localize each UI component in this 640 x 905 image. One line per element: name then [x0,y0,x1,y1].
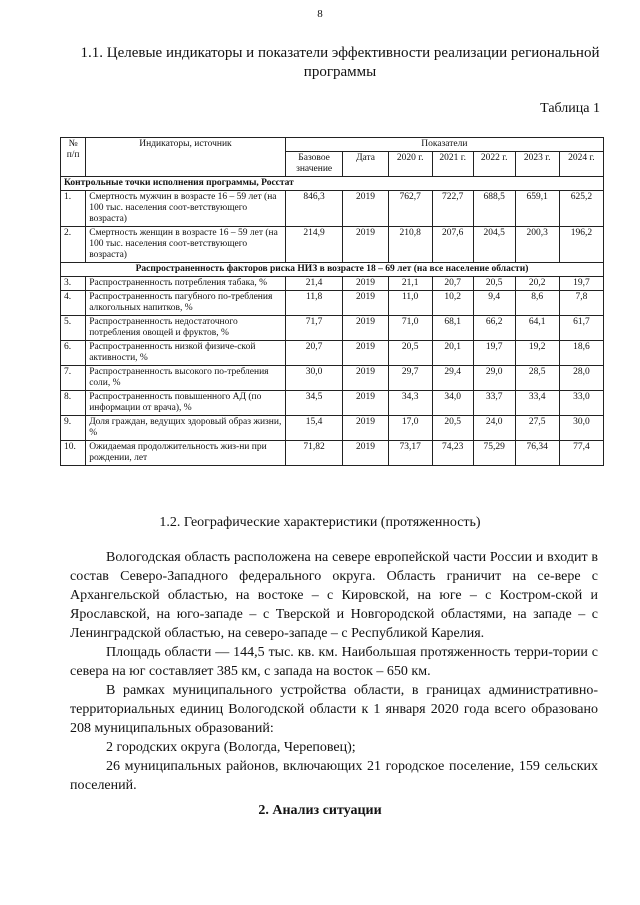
value-cell: 204,5 [473,227,515,263]
row-number-cell: 5. [61,316,86,341]
value-cell: 34,0 [432,391,473,416]
value-cell: 29,4 [432,366,473,391]
value-cell: 20,5 [388,341,432,366]
value-cell: 762,7 [388,191,432,227]
value-cell: 722,7 [432,191,473,227]
row-number-cell: 2. [61,227,86,263]
subheader-cell: 2022 г. [473,152,515,177]
indicator-cell: Распространенность недостаточного потребления овощей и фруктов, % [86,316,286,341]
indicator-cell: Распространенность повышенного АД (по информации от врача), % [86,391,286,416]
value-cell: 2019 [343,391,388,416]
value-cell: 17,0 [388,416,432,441]
value-cell: 21,1 [388,277,432,291]
header-num: № п/п [61,138,86,177]
value-cell: 207,6 [432,227,473,263]
table-row [61,291,604,316]
value-cell: 77,4 [559,441,603,466]
value-cell: 18,6 [559,341,603,366]
paragraph: Вологодская область расположена на севере европейской части России и входит в состав Северо-Западного федерального округа. Область граничит на се-вере с Архангельской областью, на востоке – с Кировской, на юге – с Костром-ской и Ярославской, на юго-западе – с Тверской и Новгородской областями, на западе – с Ленинградской областью, на северо-западе – с Республикой Карелия. [70,550,598,641]
value-cell: 688,5 [473,191,515,227]
value-cell: 19,7 [559,277,603,291]
row-number-cell: 7. [61,366,86,391]
value-cell: 20,5 [473,277,515,291]
value-cell: 29,7 [388,366,432,391]
value-cell: 11,0 [388,291,432,316]
table-row [61,277,604,291]
table-row [61,391,604,416]
value-cell: 34,3 [388,391,432,416]
value-cell: 15,4 [285,416,343,441]
value-cell: 74,23 [432,441,473,466]
value-cell: 8,6 [515,291,559,316]
value-cell: 20,1 [432,341,473,366]
table-label: Таблица 1 [540,101,600,116]
table-row [61,227,604,263]
value-cell: 20,2 [515,277,559,291]
paragraph: Площадь области — 144,5 тыс. кв. км. Наибольшая протяженность терри-тории с севера на юг составляет 385 км, с запада на восток – 650 км. [70,645,598,679]
row-number-cell: 3. [61,277,86,291]
row-number-cell: 4. [61,291,86,316]
value-cell: 659,1 [515,191,559,227]
section-title: 1.1. Целевые индикаторы и показатели эффективности реализации региональной программы [80,45,600,80]
value-cell: 9,4 [473,291,515,316]
indicator-cell: Распространенность высокого по-требления соли, % [86,366,286,391]
value-cell: 75,29 [473,441,515,466]
value-cell: 20,7 [285,341,343,366]
table-row [61,366,604,391]
row-number-cell: 1. [61,191,86,227]
section3-title: 2. Анализ ситуации [258,803,382,818]
paragraph: 26 муниципальных районов, включающих 21 городское поселение, 159 сельских поселений. [70,759,598,793]
section2-title: 1.2. Географические характеристики (протяженность) [159,515,481,530]
value-cell: 71,7 [285,316,343,341]
value-cell: 2019 [343,277,388,291]
value-cell: 71,82 [285,441,343,466]
page-number: 8 [317,8,323,20]
subheader-cell: 2020 г. [388,152,432,177]
value-cell: 2019 [343,366,388,391]
row-number-cell: 9. [61,416,86,441]
value-cell: 24,0 [473,416,515,441]
value-cell: 2019 [343,316,388,341]
value-cell: 73,17 [388,441,432,466]
value-cell: 19,7 [473,341,515,366]
value-cell: 214,9 [285,227,343,263]
value-cell: 28,5 [515,366,559,391]
value-cell: 10,2 [432,291,473,316]
paragraph: В рамках муниципального устройства области, в границах административно-территориальных единиц Вологодской области к 1 января 2020 года всего образовано 208 муниципальных образований: [70,683,598,736]
value-cell: 21,4 [285,277,343,291]
value-cell: 846,3 [285,191,343,227]
value-cell: 2019 [343,416,388,441]
value-cell: 33,4 [515,391,559,416]
value-cell: 2019 [343,341,388,366]
value-cell: 2019 [343,441,388,466]
section-label: Контрольные точки исполнения программы, Росстат [61,177,604,191]
indicator-cell: Распространенность низкой физиче-ской активности, % [86,341,286,366]
value-cell: 68,1 [432,316,473,341]
value-cell: 210,8 [388,227,432,263]
subheader-cell: 2023 г. [515,152,559,177]
section-label: Распространенность факторов риска НИЗ в возрасте 18 – 69 лет (на все население области) [61,263,604,277]
value-cell: 76,34 [515,441,559,466]
indicator-cell: Распространенность пагубного по-требления алкогольных напитков, % [86,291,286,316]
indicator-cell: Смертность мужчин в возрасте 16 – 59 лет (на 100 тыс. населения соот-ветствующего возраста) [86,191,286,227]
subheader-cell: Дата [343,152,388,177]
value-cell: 2019 [343,227,388,263]
value-cell: 30,0 [285,366,343,391]
table-row [61,416,604,441]
value-cell: 11,8 [285,291,343,316]
value-cell: 2019 [343,191,388,227]
indicator-cell: Ожидаемая продолжительность жиз-ни при рождении, лет [86,441,286,466]
value-cell: 64,1 [515,316,559,341]
value-cell: 29,0 [473,366,515,391]
value-cell: 34,5 [285,391,343,416]
paragraph: 2 городских округа (Вологда, Череповец); [106,740,356,755]
value-cell: 66,2 [473,316,515,341]
subheader-cell: Базовое значение [285,152,343,177]
row-number-cell: 10. [61,441,86,466]
value-cell: 27,5 [515,416,559,441]
table-row [61,341,604,366]
value-cell: 7,8 [559,291,603,316]
body-text [70,548,598,795]
value-cell: 33,7 [473,391,515,416]
value-cell: 20,5 [432,416,473,441]
table-section-row [61,177,604,191]
table-row [61,316,604,341]
value-cell: 30,0 [559,416,603,441]
value-cell: 200,3 [515,227,559,263]
value-cell: 28,0 [559,366,603,391]
header-indicator: Индикаторы, источник [86,138,286,177]
row-number-cell: 6. [61,341,86,366]
value-cell: 196,2 [559,227,603,263]
subheader-cell: 2021 г. [432,152,473,177]
value-cell: 19,2 [515,341,559,366]
value-cell: 20,7 [432,277,473,291]
value-cell: 33,0 [559,391,603,416]
value-cell: 71,0 [388,316,432,341]
value-cell: 2019 [343,291,388,316]
indicator-cell: Доля граждан, ведущих здоровый образ жизни, % [86,416,286,441]
indicators-table [60,137,604,466]
table-row [61,191,604,227]
subheader-cell: 2024 г. [559,152,603,177]
table-row [61,441,604,466]
header-values: Показатели [285,138,603,152]
table-section-row [61,263,604,277]
indicator-cell: Смертность женщин в возрасте 16 – 59 лет (на 100 тыс. населения соот-ветствующего возраста) [86,227,286,263]
row-number-cell: 8. [61,391,86,416]
indicator-cell: Распространенность потребления табака, % [86,277,286,291]
value-cell: 61,7 [559,316,603,341]
value-cell: 625,2 [559,191,603,227]
